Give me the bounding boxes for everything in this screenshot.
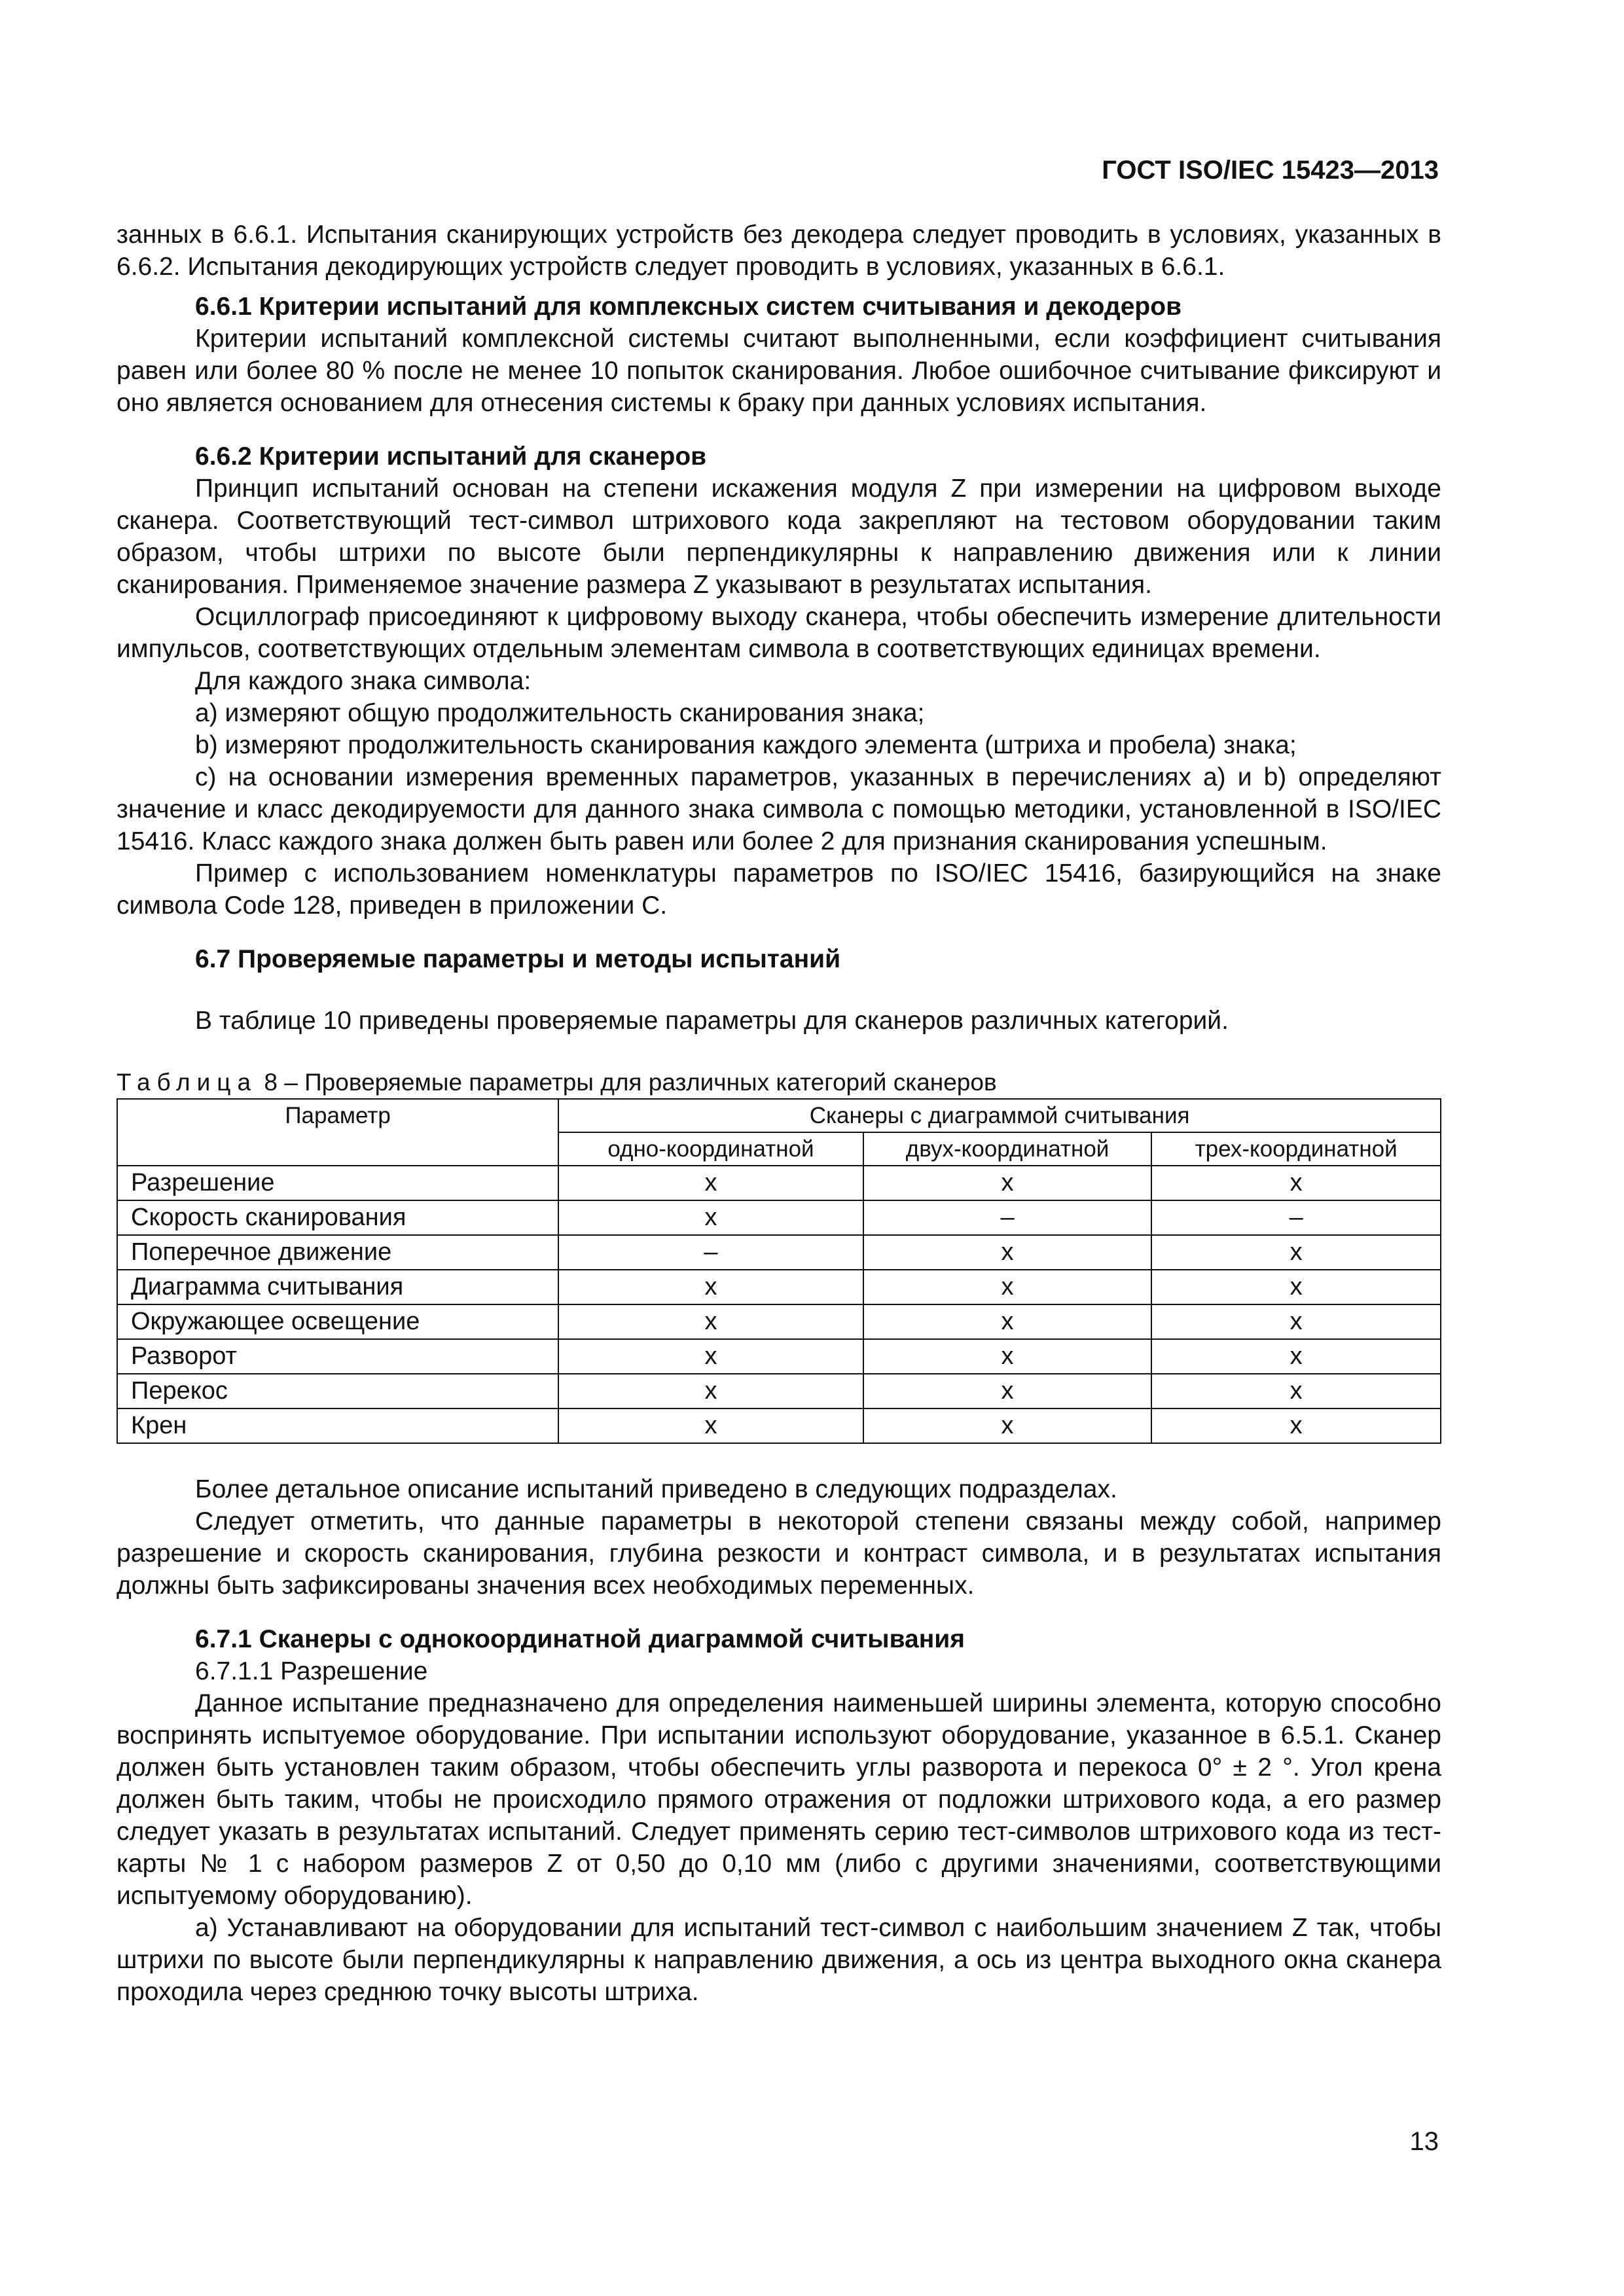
table-row (117, 1304, 1441, 1339)
table-cell: x (558, 1270, 863, 1304)
table-header-scanner-group: Сканеры с диаграммой считывания (558, 1099, 1441, 1132)
table-cell-parameter: Поперечное движение (117, 1235, 558, 1270)
section-heading-6-6-2: 6.6.2 Критерии испытаний для сканеров (195, 442, 707, 471)
paragraph: Более детальное описание испытаний приведено в следующих подразделах. (195, 1475, 1117, 1503)
table-caption-title: 8 – Проверяемые параметры для различных категорий сканеров (264, 1069, 997, 1096)
parameters-table (117, 1098, 1441, 1444)
table-cell-parameter: Разворот (117, 1339, 558, 1374)
table-caption (117, 1066, 1441, 1098)
paragraph: В таблице 10 приведены проверяемые параметры для сканеров различных категорий. (195, 1007, 1229, 1035)
table-cell: – (1151, 1200, 1441, 1235)
page-number: 13 (1409, 2127, 1439, 2156)
table-cell: x (1151, 1270, 1441, 1304)
paragraph: Принцип испытаний основан на степени искажения модуля Z при измерении на цифровом выходе сканера. Соответствующий тест-символ штрихового кода закрепляют на тестовом оборудовании таким образом, чтобы штрихи по высоте были перпендикулярны к направлению движения или к линии сканирования. Применяемое значение размера Z указывают в результатах испытания. (117, 475, 1441, 599)
paragraph: Для каждого знака символа: (195, 667, 532, 695)
paragraph: Пример с использованием номенклатуры параметров по ISO/IEC 15416, базирующийся на знаке символа Code 128, приведен в приложении С. (117, 859, 1441, 920)
table-header-row (117, 1099, 1441, 1132)
table-cell: x (1151, 1408, 1441, 1443)
table-cell: x (863, 1304, 1152, 1339)
table-cell: x (558, 1166, 863, 1200)
table-cell: x (1151, 1374, 1441, 1408)
table-row (117, 1166, 1441, 1200)
table-row (117, 1339, 1441, 1374)
table-cell: x (558, 1374, 863, 1408)
table-cell-parameter: Крен (117, 1408, 558, 1443)
table-cell: x (863, 1166, 1152, 1200)
paragraph: Критерии испытаний комплексной системы считают выполненными, если коэффициент считывания равен или более 80 % после не менее 10 попыток сканирования. Любое ошибочное считывание фиксируют и оно является основанием для отнесения системы к браку при данных условиях испытания. (117, 325, 1441, 417)
table-cell: x (558, 1200, 863, 1235)
list-item: с) на основании измерения временных параметров, указанных в перечислениях а) и b) определяют значение и класс декодируемости для данного знака символа с помощью методики, установленной в ISO/IEC 15416. Класс каждого знака должен быть равен или более 2 для признания сканирования успешным. (117, 763, 1441, 855)
table-row (117, 1270, 1441, 1304)
list-item: b) измеряют продолжительность сканирования каждого элемента (штриха и пробела) знака; (195, 731, 1297, 759)
table-cell-parameter: Перекос (117, 1374, 558, 1408)
table-cell: x (863, 1339, 1152, 1374)
table-cell: x (1151, 1304, 1441, 1339)
table-cell: x (558, 1304, 863, 1339)
subsection-heading-6-7-1-1: 6.7.1.1 Разрешение (195, 1657, 428, 1685)
document-body (117, 219, 1441, 2008)
table-cell: – (558, 1235, 863, 1270)
table-cell: x (863, 1408, 1152, 1443)
list-item: а) измеряют общую продолжительность сканирования знака; (195, 699, 925, 727)
table-row (117, 1374, 1441, 1408)
paragraph: Осциллограф присоединяют к цифровому выходу сканера, чтобы обеспечить измерение длительности импульсов, соответствующих отдельным элементам символа в соответствующих единицах времени. (117, 603, 1441, 663)
table-cell: x (558, 1339, 863, 1374)
table-cell: x (863, 1235, 1152, 1270)
table-header-parameter: Параметр (117, 1099, 558, 1166)
section-heading-6-6-1: 6.6.1 Критерии испытаний для комплексных систем считывания и декодеров (195, 293, 1182, 321)
table-cell: x (1151, 1235, 1441, 1270)
paragraph: Данное испытание предназначено для определения наименьшей ширины элемента, которую способно воспринять испытуемое оборудование. При испытании используют оборудование, указанное в 6.5.1. Сканер должен быть установлен таким образом, чтобы обеспечить углы разворота и перекоса 0° ± 2 °. Угол крена должен быть таким, чтобы не происходило прямого отражения от подложки штрихового кода, а его размер следует указать в результатах испытаний. Следует применять серию тест-символов штрихового кода из тест-карты № 1 с набором размеров Z от 0,50 до 0,10 мм (либо с другими значениями, соответствующими испытуемому оборудованию). (117, 1689, 1441, 1910)
table-cell-parameter: Окружающее освещение (117, 1304, 558, 1339)
paragraph: Следует отметить, что данные параметры в некоторой степени связаны между собой, например разрешение и скорость сканирования, глубина резкости и контраст символа, и в результатах испытания должны быть зафиксированы значения всех необходимых переменных. (117, 1507, 1441, 1600)
table-row (117, 1200, 1441, 1235)
table-cell: x (558, 1408, 863, 1443)
table-cell: x (863, 1374, 1152, 1408)
table-cell: x (1151, 1339, 1441, 1374)
paragraph-continuation: занных в 6.6.1. Испытания сканирующих устройств без декодера следует проводить в условиях, указанных в 6.6.2. Испытания декодирующих устройств следует проводить в условиях, указанных в 6.6.1. (117, 221, 1441, 281)
section-heading-6-7: 6.7 Проверяемые параметры и методы испытаний (195, 945, 841, 973)
table-subheader-2d: двух-координатной (863, 1132, 1152, 1166)
table-cell: – (863, 1200, 1152, 1235)
table-row (117, 1235, 1441, 1270)
table-cell-parameter: Скорость сканирования (117, 1200, 558, 1235)
table-cell: x (1151, 1166, 1441, 1200)
table-cell: x (863, 1270, 1152, 1304)
list-item: а) Устанавливают на оборудовании для испытаний тест-символ с наибольшим значением Z так, чтобы штрихи по высоте были перпендикулярны к направлению движения, а ось из центра выходного окна сканера проходила через среднюю точку высоты штриха. (117, 1914, 1441, 2006)
document-header: ГОСТ ISO/IEC 15423—2013 (1102, 156, 1439, 185)
table-cell-parameter: Разрешение (117, 1166, 558, 1200)
table-subheader-3d: трех-координатной (1151, 1132, 1441, 1166)
table-cell-parameter: Диаграмма считывания (117, 1270, 558, 1304)
table-row (117, 1408, 1441, 1443)
section-heading-6-7-1: 6.7.1 Сканеры с однокоординатной диаграммой считывания (195, 1625, 965, 1653)
table-caption-label: Таблица (117, 1069, 258, 1096)
table-subheader-1d: одно-координатной (558, 1132, 863, 1166)
